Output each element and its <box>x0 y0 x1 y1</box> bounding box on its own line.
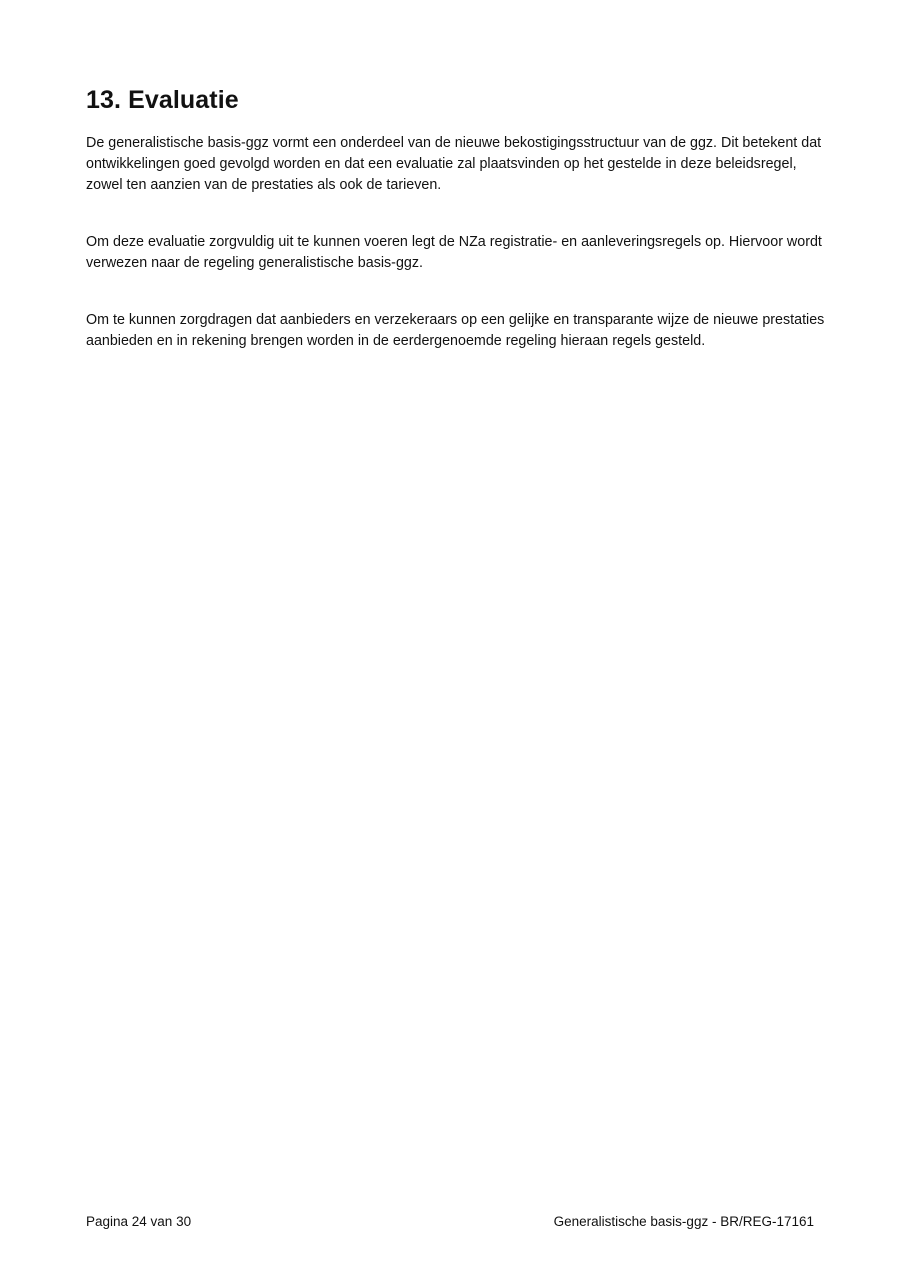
section-heading: 13. Evaluatie <box>86 86 239 114</box>
section-body <box>86 133 826 388</box>
paragraph-2: Om deze evaluatie zorgvuldig uit te kunnen voeren legt de NZa registratie- en aanleveringsregels op. Hiervoor wordt verwezen naar de regeling generalistische basis-ggz. <box>86 234 822 271</box>
footer-page-number: Pagina 24 van 30 <box>86 1214 192 1229</box>
paragraph-1: De generalistische basis-ggz vormt een onderdeel van de nieuwe bekostigingsstructuur van de ggz. Dit betekent dat ontwikkelingen goed gevolgd worden en dat een evaluatie zal plaatsvinden op het gestelde in deze beleidsregel, zowel ten aanzien van de prestaties als ook de tarieven. <box>86 135 822 193</box>
paragraph-3: Om te kunnen zorgdragen dat aanbieders en verzekeraars op een gelijke en transparante wijze de nieuwe prestaties aanbieden en in rekening brengen worden in de eerdergenoemde regeling hieraan regels gesteld. <box>86 312 825 349</box>
footer-document-reference: Generalistische basis-ggz - BR/REG-17161 <box>553 1214 814 1229</box>
